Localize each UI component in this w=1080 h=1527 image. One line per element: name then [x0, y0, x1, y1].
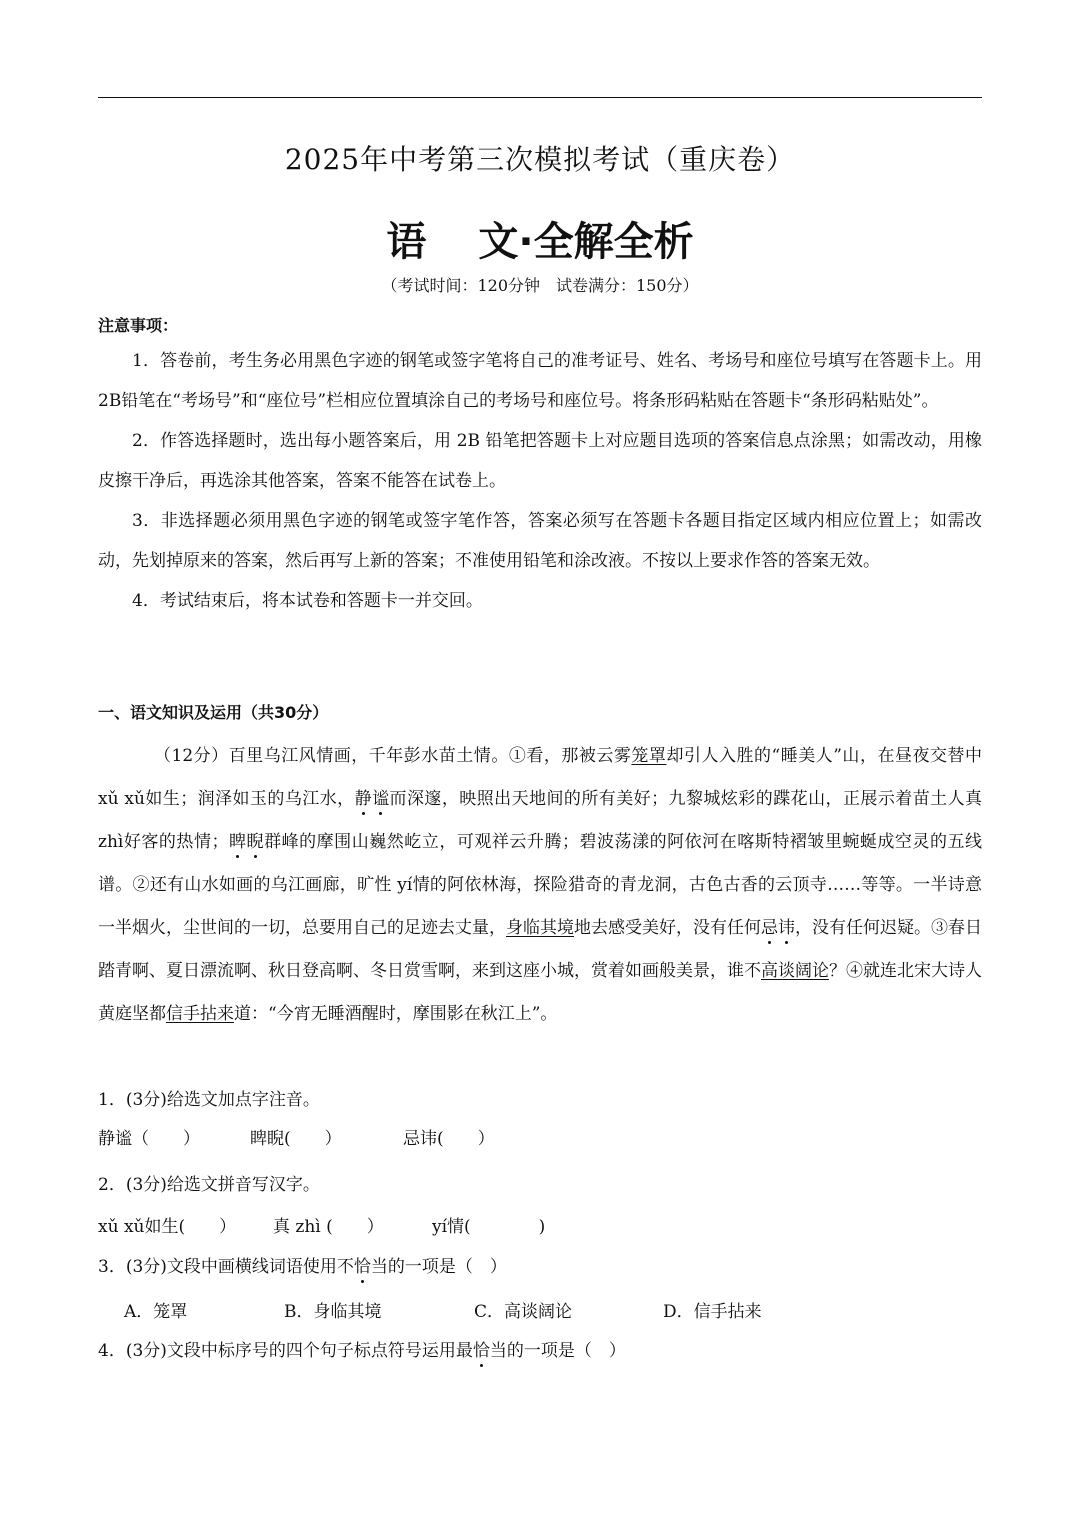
exam-title: 2025年中考第三次模拟考试（重庆卷）: [284, 143, 796, 176]
question-2-blank-b: 真 zhì ( ）: [273, 1217, 384, 1237]
subject-heading-part1: 语: [386, 219, 427, 265]
passage-text: ？④就连北宋大诗人黄庭坚都: [98, 961, 982, 1024]
passage-text: ，没有任何迟疑。③春日踏青啊、夏日漂流啊、秋日登高啊、冬日赏雪啊，来到这座小城，赏着如画般美景，谁不: [98, 918, 982, 981]
notice-item-3: 3．非选择题必须用黑色字迹的钢笔或签字笔作答，答案必须写在答题卡各题目指定区域内相应位置上；如需改动，先划掉原来的答案，然后再写上新的答案；不准使用铅笔和涂改液。不按以上要求作答的答案无效。: [98, 511, 982, 571]
question-3-emphasis: 不恰当: [336, 1257, 388, 1277]
dotted-char: 睨: [246, 832, 265, 852]
notice-item-2: 2．作答选择题时，选出每小题答案后，用 2B 铅笔把答题卡上对应题目选项的答案信息点涂黑；如需改动，用橡皮擦干净后，再选涂其他答案，答案不能答在试卷上。: [98, 431, 982, 491]
question-2-blank-a: xǔ xǔ如生( ）: [98, 1217, 237, 1237]
question-3-text: 3．(3分)文段中画横线词语使用: [98, 1257, 337, 1277]
question-4-text-end: 的一项是（ ）: [506, 1341, 626, 1361]
underlined-term: 身临其境: [506, 918, 574, 938]
header-rule: [98, 97, 982, 98]
passage-text: 却引人入胜的“睡美人”山，在昼夜交替中 xǔ xǔ如生；润泽如玉的乌江水，: [98, 746, 982, 809]
passage-text: 群峰的摩围山巍然屹立，可观祥云升腾；碧波荡漾的阿依河在喀斯特褶皱里蜿蜒成空灵的五线谱。②还有山水如画的乌江画廊，旷性 yí情的阿依林海，探险猎奇的青龙洞，古色古香的云顶寺……等等。一半诗意一半烟火，尘世间的一切，总要用自己的足迹去丈量，: [98, 832, 983, 938]
question-1-blank-b: 睥睨( ）: [250, 1129, 342, 1149]
underlined-term: 高谈阔论: [761, 961, 829, 981]
question-4-text: 4．(3分)文段中标序号的四个句子标点符号运用: [98, 1341, 456, 1361]
question-4-emphasis: 最恰当: [455, 1341, 507, 1361]
passage-text: 地去感受美好，没有任何: [574, 918, 761, 938]
notice-item-4: 4．考试结束后，将本试卷和答题卡一并交回。: [132, 591, 483, 611]
question-2-blank-c: yí情( ): [432, 1217, 546, 1237]
notice-list: [98, 341, 982, 621]
reading-passage: [98, 735, 982, 1036]
dotted-char: 睥: [228, 832, 247, 852]
question-2: 2．(3分)给选文拼音写汉字。: [98, 1175, 320, 1195]
underlined-term: 笼罩: [631, 746, 667, 766]
notice-title: 注意事项：: [98, 316, 179, 335]
dotted-char: 静: [354, 789, 373, 809]
option-a[interactable]: A．笼罩: [124, 1302, 188, 1322]
dotted-char: 忌: [761, 918, 778, 938]
subject-heading: [0, 210, 1080, 267]
notice-item-1: 1．答卷前，考生务必用黑色字迹的钢笔或签字笔将自己的准考证号、姓名、考场号和座位号填写在答题卡上。用2B铅笔在“考场号”和“座位号”栏相应位置填涂自己的考场号和座位号。将条形码粘贴在答题卡“条形码粘贴处”。: [98, 351, 982, 411]
underlined-term: 信手拈来: [166, 1004, 234, 1024]
exam-info: （考试时间：120分钟 试卷满分：150分）: [381, 276, 699, 295]
question-1-blank-a: 静谧（ ）: [98, 1129, 200, 1149]
dotted-char: 讳: [778, 918, 795, 938]
dotted-char: 谧: [372, 789, 390, 809]
option-b[interactable]: B．身临其境: [284, 1302, 382, 1322]
question-4: [98, 1336, 626, 1361]
passage-text: 而深邃，映照出天地间的所有美好；九黎城炫彩的蹀花山，正展示着苗土人真 zhì好客的热情；: [98, 789, 983, 852]
question-3-text-end: 的一项是（ ）: [387, 1257, 507, 1277]
subject-heading-part2: 文·全解全析: [478, 219, 694, 265]
section-title: 一、语文知识及运用（共30分）: [98, 703, 329, 722]
question-3: [98, 1252, 507, 1277]
passage-text: 道：“今宵无睡酒醒时，摩围影在秋江上”。: [234, 1004, 558, 1024]
question-1-blank-c: 忌讳( ）: [403, 1129, 495, 1149]
option-d[interactable]: D．信手拈来: [663, 1302, 762, 1322]
option-c[interactable]: C．高谈阔论: [474, 1302, 573, 1322]
question-1: 1．(3分)给选文加点字注音。: [98, 1090, 320, 1110]
passage-text: （12分）百里乌江风情画，千年彭水苗土情。①看，那被云雾: [154, 746, 632, 766]
